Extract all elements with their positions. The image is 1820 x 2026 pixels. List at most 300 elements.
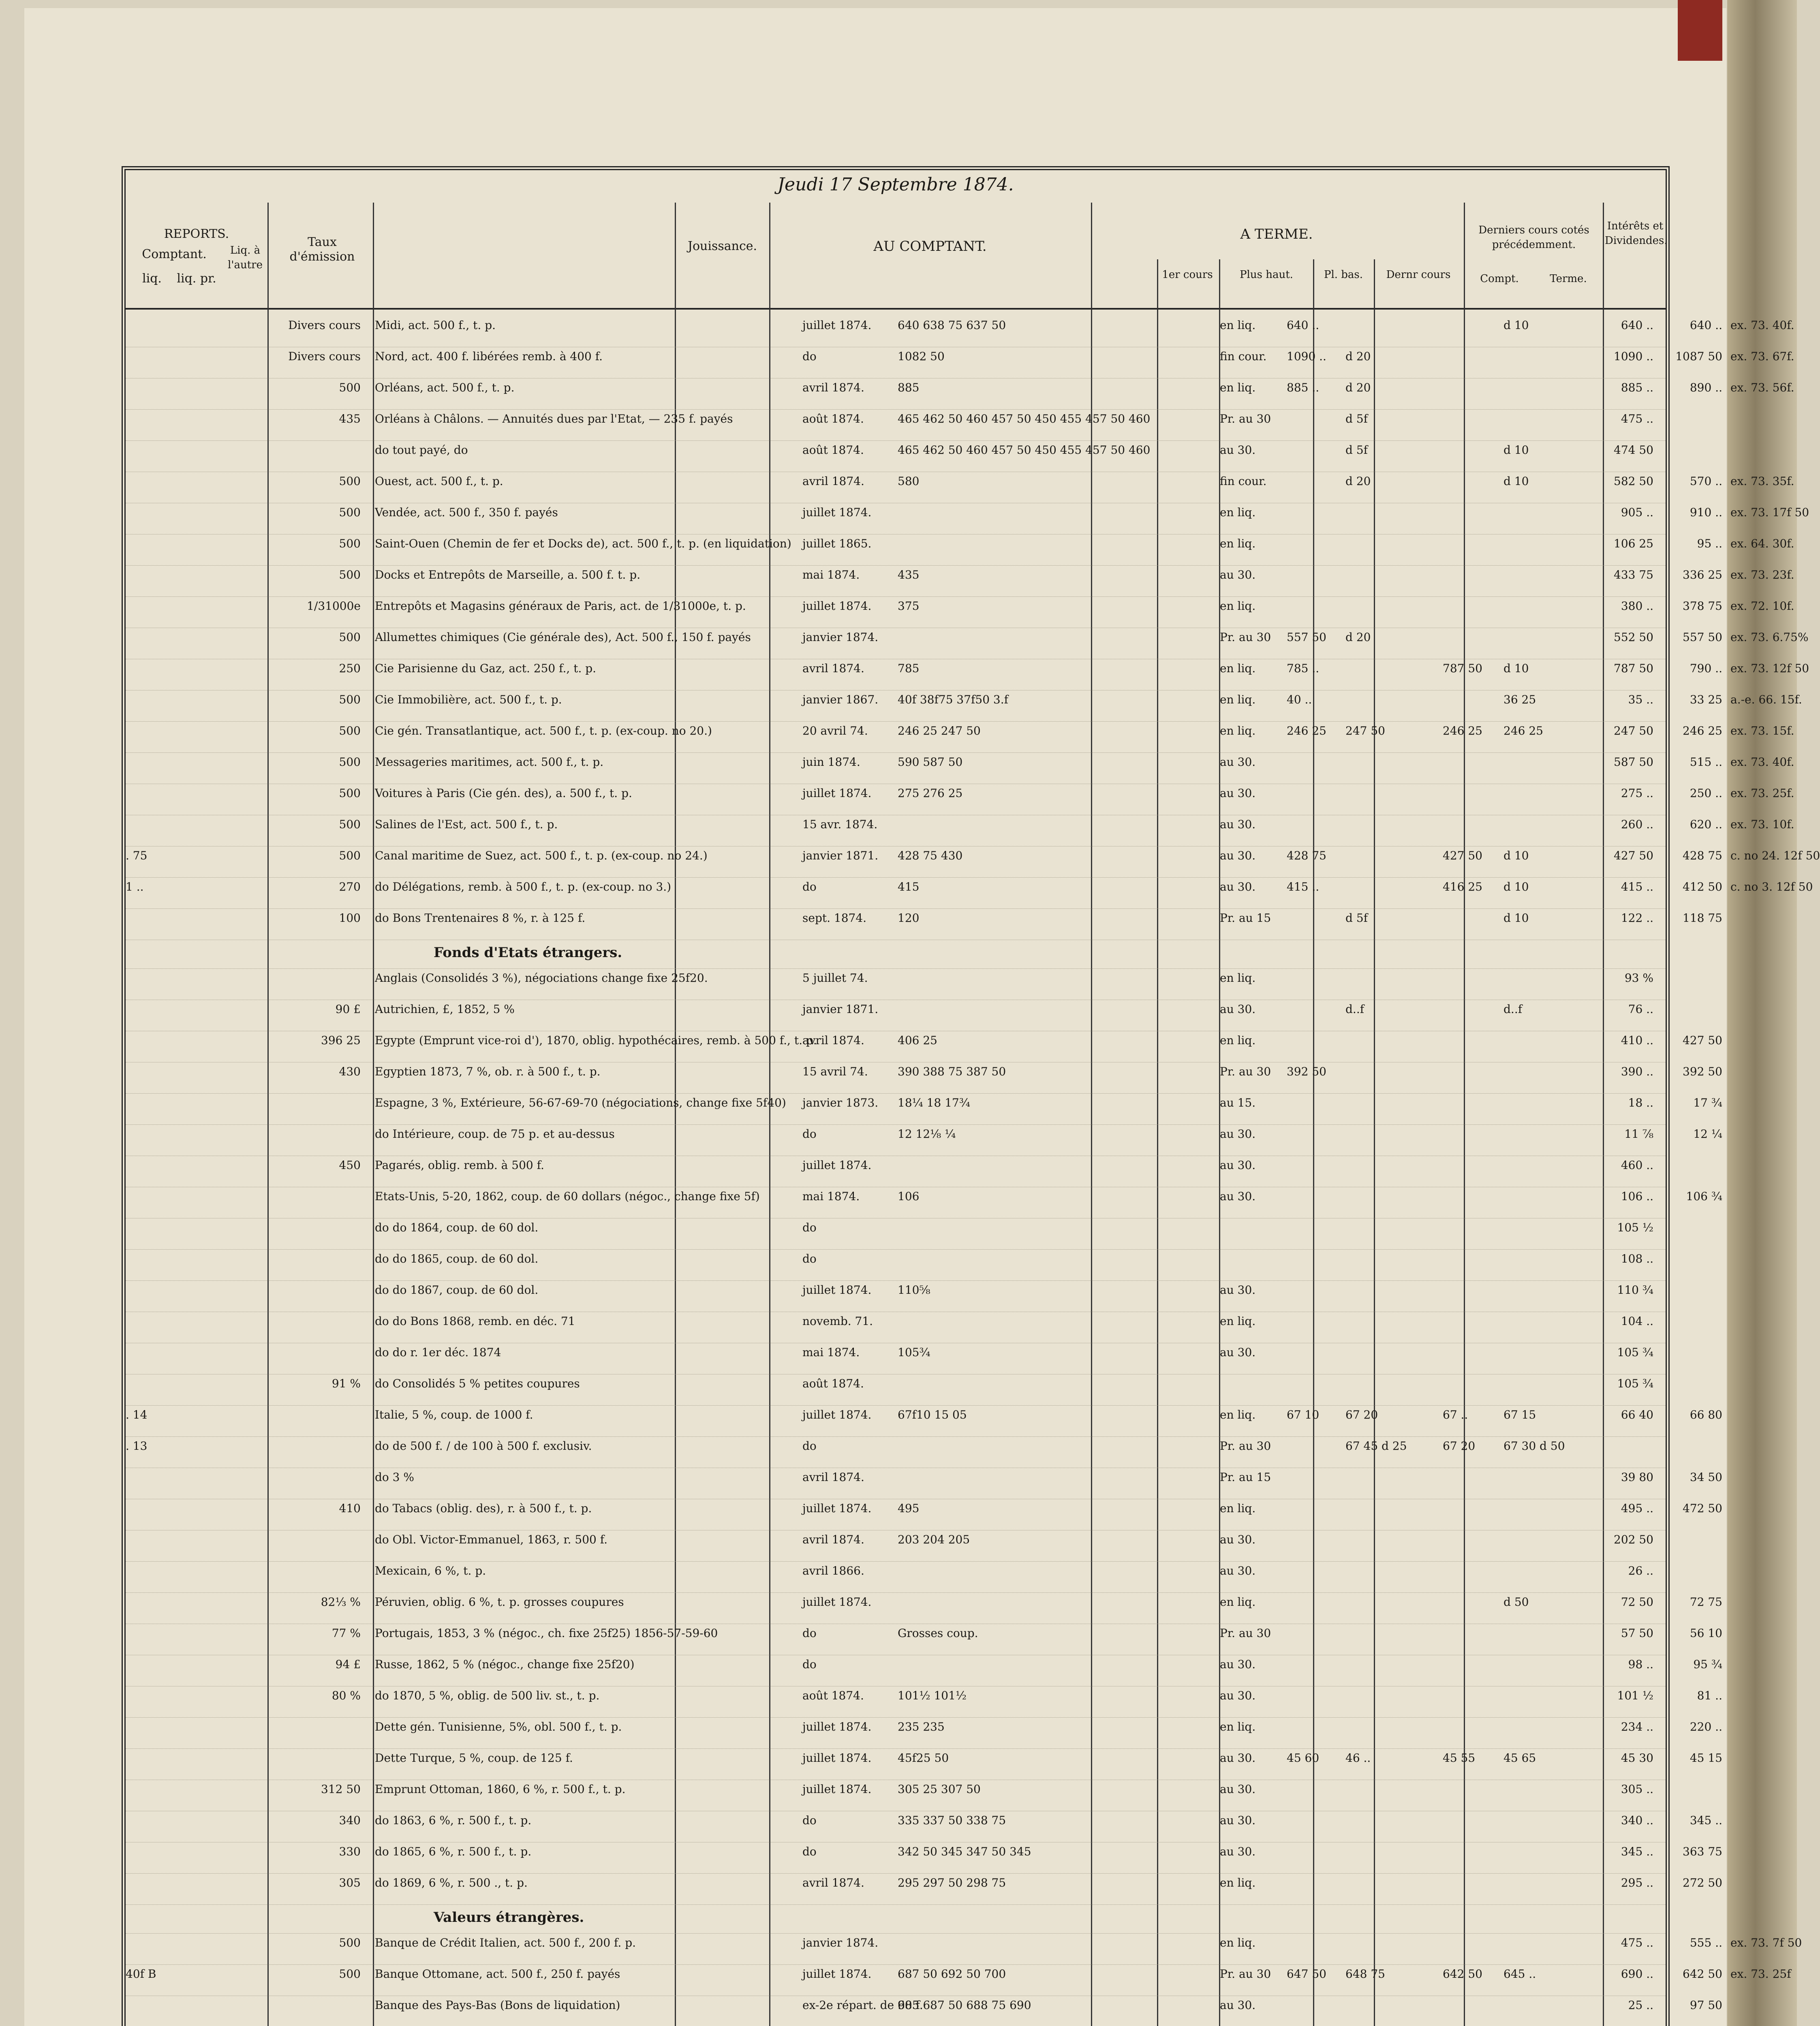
header-jouissance: Jouissance. <box>687 239 757 253</box>
security-name: Vendée, act. 500 f., 350 f. payés <box>375 506 558 519</box>
jouissance-cell: juillet 1874. <box>802 1967 872 1981</box>
jouissance-cell: do <box>802 350 817 363</box>
prev-terme-cell: 56 10 <box>1690 1626 1722 1640</box>
comptant-prices: 40f 38f75 37f50 3.f <box>898 693 1009 706</box>
table-row <box>126 1374 1666 1406</box>
comptant-prices: 120 <box>898 911 920 925</box>
prev-comptant-cell: 76 .. <box>1628 1002 1653 1016</box>
taux-cell: 500 <box>339 568 361 581</box>
security-name: do Intérieure, coup. de 75 p. et au-dessus <box>375 1127 615 1141</box>
terme-label: au 30. <box>1220 568 1256 581</box>
header-plus-bas: Pl. bas. <box>1324 269 1363 281</box>
prev-comptant-cell: 640 .. <box>1621 318 1653 332</box>
header-compt: Compt. <box>1480 273 1519 285</box>
security-name: Egyptien 1873, 7 %, ob. r. à 500 f., t. p. <box>375 1065 601 1078</box>
prev-comptant-cell: 25 .. <box>1628 1998 1653 2012</box>
table-row <box>126 1624 1722 1655</box>
dernier-cours-cell: 67 30 d 50 <box>1503 1439 1565 1453</box>
prev-terme-cell: 790 .. <box>1690 662 1722 675</box>
dividend-cell: ex. 73. 10f. <box>1730 818 1794 831</box>
taux-cell: 500 <box>339 506 361 519</box>
comptant-prices: 428 75 430 <box>898 849 963 862</box>
table-row <box>126 1187 1722 1218</box>
premier-cours-cell: 1090 .. <box>1287 350 1326 363</box>
table-row <box>126 1312 1666 1343</box>
prev-comptant-cell: 552 50 <box>1614 630 1653 644</box>
terme-label: en liq. <box>1220 537 1256 550</box>
terme-label: au 30. <box>1220 1190 1256 1203</box>
prev-comptant-cell: 108 .. <box>1621 1252 1653 1265</box>
table-row <box>126 472 1794 503</box>
terme-label: en liq. <box>1220 1502 1256 1515</box>
table-row <box>126 1749 1722 1780</box>
jouissance-cell: do <box>802 880 817 893</box>
prev-comptant-cell: 495 .. <box>1621 1502 1653 1515</box>
terme-label: au 30. <box>1220 1127 1256 1141</box>
comptant-prices: 203 204 205 <box>898 1533 970 1546</box>
jouissance-cell: juillet 1874. <box>802 1782 872 1796</box>
security-name: do Délégations, remb. à 500 f., t. p. (ex-coup. no 3.) <box>375 880 672 893</box>
jouissance-cell: juillet 1874. <box>802 1720 872 1733</box>
terme-label: en liq. <box>1220 662 1256 675</box>
taux-cell: 77 % <box>331 1626 361 1640</box>
premier-cours-cell: 785 .. <box>1287 662 1320 675</box>
premier-cours-cell: 45 60 <box>1287 1751 1320 1765</box>
security-name: do do r. 1er déc. 1874 <box>375 1346 501 1359</box>
terme-label: en liq. <box>1220 599 1256 613</box>
prev-comptant-cell: 106 25 <box>1614 537 1653 550</box>
security-name: Espagne, 3 %, Extérieure, 56-67-69-70 (négociations, change fixe 5f40) <box>375 1096 786 1109</box>
premier-cours-cell: 67 10 <box>1287 1408 1320 1421</box>
prev-comptant-cell: 26 .. <box>1628 1564 1653 1577</box>
jouissance-cell: janvier 1874. <box>802 1936 879 1949</box>
dernier-cours-cell: d 10 <box>1503 880 1529 893</box>
terme-label: en liq. <box>1220 381 1256 394</box>
jouissance-cell: mai 1874. <box>802 1346 860 1359</box>
dernier-cours-cell: d 10 <box>1503 318 1529 332</box>
prev-comptant-cell: 101 ½ <box>1617 1689 1653 1702</box>
terme-label: au 30. <box>1220 443 1256 457</box>
terme-label: au 30. <box>1220 1689 1256 1702</box>
comptant-prices: 235 235 <box>898 1720 945 1733</box>
plus-haut-cell: d 5f <box>1345 443 1368 457</box>
security-name: Mexicain, 6 %, t. p. <box>375 1564 486 1577</box>
dividend-cell: ex. 72. 10f. <box>1730 599 1794 613</box>
comptant-prices: 18¼ 18 17¾ <box>898 1096 970 1109</box>
header-liq-autre: Liq. à l'autre <box>228 244 263 271</box>
prev-comptant-cell: 234 .. <box>1621 1720 1653 1733</box>
prev-comptant-cell: 390 .. <box>1621 1065 1653 1078</box>
prev-comptant-cell: 787 50 <box>1614 662 1653 675</box>
terme-label: en liq. <box>1220 971 1256 985</box>
taux-cell: 305 <box>339 1876 361 1889</box>
terme-label: en liq. <box>1220 1720 1256 1733</box>
plus-haut-cell: 67 45 d 25 <box>1345 1439 1407 1453</box>
prev-comptant-cell: 35 .. <box>1628 693 1653 706</box>
jouissance-cell: avril 1874. <box>802 1533 864 1546</box>
header-plus-haut: Plus haut. <box>1240 269 1293 281</box>
taux-cell: 250 <box>339 662 361 675</box>
prev-comptant-cell: 105 ½ <box>1617 1221 1653 1234</box>
terme-label: au 30. <box>1220 1158 1256 1172</box>
header-liq-pr: liq. pr. <box>177 271 216 286</box>
table-row <box>126 1965 1791 1996</box>
plus-haut-cell: 247 50 <box>1345 724 1385 737</box>
dernier-cours-cell: d 10 <box>1503 474 1529 488</box>
taux-cell: 500 <box>339 474 361 488</box>
security-name: do 3 % <box>375 1470 415 1484</box>
security-name: Messageries maritimes, act. 500 f., t. p. <box>375 755 604 769</box>
terme-label: au 30. <box>1220 849 1256 862</box>
table-row <box>126 1468 1722 1499</box>
prev-comptant-cell: 410 .. <box>1621 1034 1653 1047</box>
security-name: do do Bons 1868, remb. en déc. 71 <box>375 1314 575 1328</box>
prev-comptant-cell: 18 .. <box>1628 1096 1653 1109</box>
terme-label: fin cour. <box>1220 474 1267 488</box>
taux-cell: 500 <box>339 630 361 644</box>
table-row <box>126 566 1794 597</box>
table-row <box>126 597 1794 628</box>
prev-comptant-cell: 582 50 <box>1614 474 1653 488</box>
prev-comptant-cell: 427 50 <box>1614 849 1653 862</box>
table-row <box>126 753 1794 784</box>
header-au-comptant: AU COMPTANT. <box>873 238 987 254</box>
header-terme: Terme. <box>1550 273 1587 285</box>
section-title: Fonds d'Etats étrangers. <box>434 945 622 961</box>
dividend-cell: c. no 24. 12f 50 <box>1730 849 1820 862</box>
table-row <box>126 1406 1722 1437</box>
prev-terme-cell: 363 75 <box>1683 1845 1722 1858</box>
jouissance-cell: juillet 1874. <box>802 1158 872 1172</box>
jouissance-cell: do <box>802 1845 817 1858</box>
prev-comptant-cell: 340 .. <box>1621 1814 1653 1827</box>
comptant-prices: 105¾ <box>898 1346 930 1359</box>
prev-terme-cell: 890 .. <box>1690 381 1722 394</box>
comptant-prices: 580 <box>898 474 920 488</box>
jouissance-cell: avril 1874. <box>802 1034 864 1047</box>
jouissance-cell: juillet 1874. <box>802 1502 872 1515</box>
prev-terme-cell: 66 80 <box>1690 1408 1722 1421</box>
prev-comptant-cell: 98 .. <box>1628 1658 1653 1671</box>
table-row <box>126 1499 1722 1530</box>
dividend-cell: ex. 73. 40f. <box>1730 755 1794 769</box>
header-dernier-cours: Dernr cours <box>1386 269 1451 281</box>
prev-comptant-cell: 260 .. <box>1621 818 1653 831</box>
terme-label: Pr. au 15 <box>1220 1470 1271 1484</box>
table-row <box>126 1934 1802 1965</box>
jouissance-cell: janvier 1874. <box>802 630 879 644</box>
prev-terme-cell: 34 50 <box>1690 1470 1722 1484</box>
prev-terme-cell: 118 75 <box>1683 911 1722 925</box>
plus-bas-cell: 67 20 <box>1443 1439 1476 1453</box>
premier-cours-cell: 647 50 <box>1287 1967 1326 1981</box>
dernier-cours-cell: d 10 <box>1503 849 1529 862</box>
security-name: Banque des Pays-Bas (Bons de liquidation) <box>375 1998 620 2012</box>
comptant-prices: 295 297 50 298 75 <box>898 1876 1006 1889</box>
prev-comptant-cell: 475 .. <box>1621 1936 1653 1949</box>
security-name: Salines de l'Est, act. 500 f., t. p. <box>375 818 558 831</box>
premier-cours-cell: 428 75 <box>1287 849 1326 862</box>
header-interets: Intérêts et Dividendes. <box>1605 220 1668 247</box>
security-name: Saint-Ouen (Chemin de fer et Docks de), act. 500 f., t. p. (en liquidation) <box>375 537 791 550</box>
comptant-prices: 390 388 75 387 50 <box>898 1065 1006 1078</box>
prev-terme-cell: 515 .. <box>1690 755 1722 769</box>
security-name: Voitures à Paris (Cie gén. des), a. 500 f., t. p. <box>375 786 632 800</box>
security-name: do do 1864, coup. de 60 dol. <box>375 1221 539 1234</box>
dividend-cell: ex. 73. 25f. <box>1730 786 1794 800</box>
dividend-cell: ex. 73. 56f. <box>1730 381 1794 394</box>
jouissance-cell: juillet 1874. <box>802 1595 872 1609</box>
jouissance-cell: juillet 1874. <box>802 1283 872 1297</box>
plus-haut-cell: 648 75 <box>1345 1967 1385 1981</box>
taux-cell: 500 <box>339 1936 361 1949</box>
prev-terme-cell: 412 50 <box>1683 880 1722 893</box>
security-name: Pagarés, oblig. remb. à 500 f. <box>375 1158 544 1172</box>
prev-comptant-cell: 905 .. <box>1621 506 1653 519</box>
prev-terme-cell: 557 50 <box>1683 630 1722 644</box>
taux-cell: 94 £ <box>335 1658 361 1671</box>
taux-cell: 500 <box>339 849 361 862</box>
comptant-prices: 375 <box>898 599 920 613</box>
terme-label: au 30. <box>1220 1564 1256 1577</box>
prev-comptant-cell: 305 .. <box>1621 1782 1653 1796</box>
terme-label: au 30. <box>1220 786 1256 800</box>
jouissance-cell: juin 1874. <box>802 755 860 769</box>
prev-terme-cell: 272 50 <box>1683 1876 1722 1889</box>
dividend-cell: ex. 73. 7f 50 <box>1730 1936 1802 1949</box>
jouissance-cell: juillet 1874. <box>802 506 872 519</box>
prev-comptant-cell: 110 ¾ <box>1617 1283 1653 1297</box>
jouissance-cell: juillet 1865. <box>802 537 872 550</box>
dividend-cell: c. no 3. 12f 50 <box>1730 880 1813 893</box>
reports-cell: . 13 <box>126 1439 148 1453</box>
prev-comptant-cell: 295 .. <box>1621 1876 1653 1889</box>
terme-label: en liq. <box>1220 1314 1256 1328</box>
prev-comptant-cell: 380 .. <box>1621 599 1653 613</box>
security-name: Ouest, act. 500 f., t. p. <box>375 474 503 488</box>
security-name: do Tabacs (oblig. des), r. à 500 f., t. p. <box>375 1502 592 1515</box>
terme-label: au 30. <box>1220 1658 1256 1671</box>
security-name: Dette Turque, 5 %, coup. de 125 f. <box>375 1751 573 1765</box>
comptant-prices: 246 25 247 50 <box>898 724 981 737</box>
jouissance-cell: juillet 1874. <box>802 1408 872 1421</box>
prev-comptant-cell: 11 ⅞ <box>1624 1127 1653 1141</box>
taux-cell: 500 <box>339 1967 361 1981</box>
comptant-prices: 465 462 50 460 457 50 450 455 457 50 460 <box>898 443 1151 457</box>
prev-terme-cell: 555 .. <box>1690 1936 1722 1949</box>
terme-label: en liq. <box>1220 1876 1256 1889</box>
table-row <box>126 1250 1666 1281</box>
jouissance-cell: do <box>802 1658 817 1671</box>
security-name: do 1865, 6 %, r. 500 f., t. p. <box>375 1845 532 1858</box>
dernier-cours-cell: 645 .. <box>1503 1967 1536 1981</box>
terme-label: fin cour. <box>1220 350 1267 363</box>
section-title: Valeurs étrangères. <box>434 1909 584 1926</box>
table-row <box>126 1062 1722 1094</box>
plus-bas-cell: 246 25 <box>1443 724 1482 737</box>
terme-label: en liq. <box>1220 1595 1256 1609</box>
jouissance-cell: avril 1874. <box>802 474 864 488</box>
table-row <box>126 1811 1722 1842</box>
security-name: do Consolidés 5 % petites coupures <box>375 1377 580 1390</box>
table-row <box>126 659 1809 690</box>
dividend-cell: ex. 73. 6.75% <box>1730 630 1809 644</box>
section-header <box>126 940 1666 969</box>
comptant-prices: Grosses coup. <box>898 1626 978 1640</box>
security-name: do 1870, 5 %, oblig. de 500 liv. st., t. p. <box>375 1689 600 1702</box>
comptant-prices: 101½ 101½ <box>898 1689 967 1702</box>
taux-cell: 450 <box>339 1158 361 1172</box>
dividend-cell: ex. 73. 23f. <box>1730 568 1794 581</box>
terme-label: en liq. <box>1220 318 1256 332</box>
taux-cell: 100 <box>339 911 361 925</box>
security-name: do tout payé, do <box>375 443 468 457</box>
dividend-cell: a.-e. 66. 15f. <box>1730 693 1802 706</box>
taux-cell: 500 <box>339 537 361 550</box>
header-liq: liq. <box>142 271 162 286</box>
comptant-prices: 67f10 15 05 <box>898 1408 967 1421</box>
table-row <box>126 1094 1722 1125</box>
premier-cours-cell: 40 .. <box>1287 693 1312 706</box>
dernier-cours-cell: d 10 <box>1503 443 1529 457</box>
security-name: Dette gén. Tunisienne, 5%, obl. 500 f., t. p. <box>375 1720 622 1733</box>
table-row <box>126 1874 1722 1905</box>
prev-comptant-cell: 122 .. <box>1621 911 1653 925</box>
jouissance-cell: novemb. 71. <box>802 1314 873 1328</box>
prev-comptant-cell: 104 .. <box>1621 1314 1653 1328</box>
prev-terme-cell: 45 15 <box>1690 1751 1722 1765</box>
taux-cell: 90 £ <box>335 1002 361 1016</box>
premier-cours-cell: 640 .. <box>1287 318 1320 332</box>
jouissance-cell: avril 1874. <box>802 662 864 675</box>
prev-terme-cell: 95 ¾ <box>1693 1658 1722 1671</box>
prev-comptant-cell: 415 .. <box>1621 880 1653 893</box>
plus-bas-cell: 416 25 <box>1443 880 1482 893</box>
dernier-cours-cell: d 50 <box>1503 1595 1529 1609</box>
jouissance-cell: avril 1866. <box>802 1564 864 1577</box>
security-name: Etats-Unis, 5-20, 1862, coup. de 60 dollars (négoc., change fixe 5f) <box>375 1190 760 1203</box>
terme-label: en liq. <box>1220 1408 1256 1421</box>
jouissance-cell: juillet 1874. <box>802 786 872 800</box>
table-row <box>126 722 1794 753</box>
premier-cours-cell: 885 .. <box>1287 381 1320 394</box>
table-row <box>126 1655 1722 1686</box>
plus-haut-cell: 67 20 <box>1345 1408 1378 1421</box>
jouissance-cell: ex-2e répart. de 90 f. <box>802 1998 923 2012</box>
comptant-prices: 106 <box>898 1190 920 1203</box>
reports-cell: 40f B <box>126 1967 156 1981</box>
security-name: Orléans, act. 500 f., t. p. <box>375 381 515 394</box>
security-name: Nord, act. 400 f. libérées remb. à 400 f. <box>375 350 603 363</box>
jouissance-cell: janvier 1873. <box>802 1096 879 1109</box>
dernier-cours-cell: d 10 <box>1503 911 1529 925</box>
taux-cell: 270 <box>339 880 361 893</box>
jouissance-cell: do <box>802 1626 817 1640</box>
header-reports: REPORTS. <box>164 227 229 241</box>
terme-label: au 30. <box>1220 1533 1256 1546</box>
security-name: Allumettes chimiques (Cie générale des), Act. 500 f., 150 f. payés <box>375 630 751 644</box>
prev-terme-cell: 12 ¼ <box>1693 1127 1722 1141</box>
section-header <box>126 1905 1666 1934</box>
comptant-prices: 305 25 307 50 <box>898 1782 981 1796</box>
prev-comptant-cell: 57 50 <box>1621 1626 1653 1640</box>
jouissance-cell: avril 1874. <box>802 1876 864 1889</box>
security-name: Entrepôts et Magasins généraux de Paris, act. de 1/31000e, t. p. <box>375 599 746 613</box>
plus-haut-cell: d 20 <box>1345 630 1371 644</box>
taux-cell: Divers cours <box>288 350 361 363</box>
dernier-cours-cell: 67 15 <box>1503 1408 1536 1421</box>
plus-bas-cell: 67 .. <box>1443 1408 1468 1421</box>
plus-haut-cell: d 5f <box>1345 911 1368 925</box>
table-row <box>126 534 1794 566</box>
table-row <box>126 878 1813 909</box>
terme-label: au 30. <box>1220 1782 1256 1796</box>
taux-cell: 500 <box>339 724 361 737</box>
dernier-cours-cell: 246 25 <box>1503 724 1543 737</box>
security-name: do do 1865, coup. de 60 dol. <box>375 1252 539 1265</box>
dividend-cell: ex. 73. 67f. <box>1730 350 1794 363</box>
table-row <box>126 1000 1666 1031</box>
dividend-cell: ex. 64. 30f. <box>1730 537 1794 550</box>
prev-terme-cell: 910 .. <box>1690 506 1722 519</box>
dividend-cell: ex. 73. 17f 50 <box>1730 506 1809 519</box>
table-row <box>126 441 1666 472</box>
prev-comptant-cell: 1090 .. <box>1614 350 1653 363</box>
comptant-prices: 110⅝ <box>898 1283 930 1297</box>
premier-cours-cell: 392 50 <box>1287 1065 1326 1078</box>
security-name: Emprunt Ottoman, 1860, 6 %, r. 500 f., t. p. <box>375 1782 626 1796</box>
prev-comptant-cell: 474 50 <box>1614 443 1653 457</box>
table-row <box>126 690 1802 722</box>
header-taux: Taux d'émission <box>289 235 355 264</box>
table-row <box>126 1281 1666 1312</box>
prev-comptant-cell: 45 30 <box>1621 1751 1653 1765</box>
comptant-prices: 640 638 75 637 50 <box>898 318 1006 332</box>
binding-ribbon <box>1678 0 1722 61</box>
prev-comptant-cell: 433 75 <box>1614 568 1653 581</box>
table-row <box>126 316 1794 347</box>
jouissance-cell: mai 1874. <box>802 1190 860 1203</box>
security-name: Banque Ottomane, act. 500 f., 250 f. payés <box>375 1967 620 1981</box>
table-row <box>126 1437 1666 1468</box>
security-name: do de 500 f. / de 100 à 500 f. exclusiv. <box>375 1439 592 1453</box>
terme-label: au 30. <box>1220 1998 1256 2012</box>
prev-comptant-cell: 93 % <box>1624 971 1653 985</box>
taux-cell: 1/31000e <box>307 599 361 613</box>
prev-comptant-cell: 690 .. <box>1621 1967 1653 1981</box>
prev-terme-cell: 246 25 <box>1683 724 1722 737</box>
terme-label: au 30. <box>1220 880 1256 893</box>
jouissance-cell: août 1874. <box>802 1689 864 1702</box>
reports-cell: 1 .. <box>126 880 144 893</box>
prev-comptant-cell: 460 .. <box>1621 1158 1653 1172</box>
dividend-cell: ex. 73. 40f. <box>1730 318 1794 332</box>
prev-terme-cell: 642 50 <box>1683 1967 1722 1981</box>
taux-cell: 312 50 <box>321 1782 361 1796</box>
dividend-cell: ex. 73. 12f 50 <box>1730 662 1809 675</box>
taux-cell: 330 <box>339 1845 361 1858</box>
taux-cell: 410 <box>339 1502 361 1515</box>
table-row <box>126 909 1722 940</box>
taux-cell: 82⅓ % <box>321 1595 361 1609</box>
plus-haut-cell: d 20 <box>1345 381 1371 394</box>
taux-cell: 340 <box>339 1814 361 1827</box>
terme-label: Pr. au 30 <box>1220 1065 1271 1078</box>
prev-terme-cell: 392 50 <box>1683 1065 1722 1078</box>
terme-label: Pr. au 30 <box>1220 1626 1271 1640</box>
prev-terme-cell: 250 .. <box>1690 786 1722 800</box>
prev-terme-cell: 472 50 <box>1683 1502 1722 1515</box>
